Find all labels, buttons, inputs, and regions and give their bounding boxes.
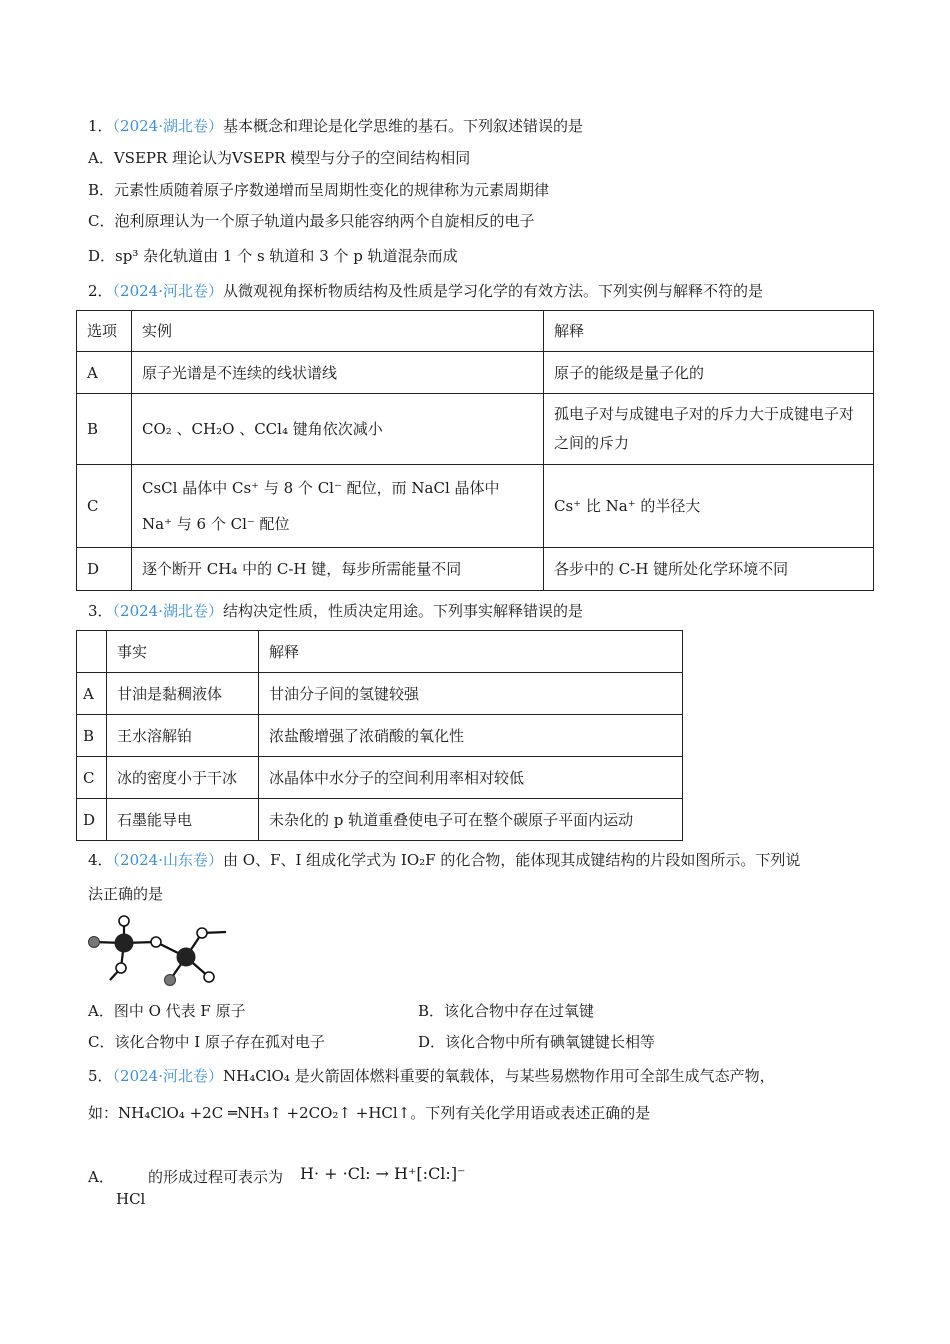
q5-stem-line xyxy=(88,1066,775,1086)
q3-cell: 未杂化的 p 轨道重叠使电子可在整个碳原子平面内运动 xyxy=(259,799,683,841)
atom xyxy=(116,963,126,973)
q2-cell: 原子光谱是不连续的线状谱线 xyxy=(132,352,544,394)
q5-equation: NH₄ClO₄ +2C ═NH₃↑ +2CO₂↑ +HCl↑ xyxy=(118,1104,411,1122)
q2-header-cell: 选项 xyxy=(77,311,132,352)
q1-source: （2024·湖北卷） xyxy=(112,117,223,135)
q1-stem-line xyxy=(88,116,583,136)
q3-cell: D xyxy=(77,799,107,841)
q5-stem-prefix: 如： xyxy=(88,1104,119,1122)
q5-option-a-text: 的形成过程可表示为 xyxy=(148,1168,284,1186)
q2-cell: C xyxy=(77,465,132,548)
q3-cell: 石墨能导电 xyxy=(107,799,259,841)
q4-number: 4． xyxy=(88,851,113,869)
q2-cell: D xyxy=(77,548,132,591)
q4-stem-line xyxy=(88,850,800,870)
q2-cell: CO₂ 、CH₂O 、CCl₄ 键角依次减小 xyxy=(132,394,544,465)
table-row xyxy=(77,757,683,799)
q2-header-row xyxy=(77,311,874,352)
q3-cell: 甘油分子间的氢键较强 xyxy=(259,673,683,715)
q2-cell: 孤电子对与成键电子对的斥力大于成键电子对之间的斥力 xyxy=(544,394,874,465)
table-row xyxy=(77,715,683,757)
q5-source: （2024·河北卷） xyxy=(112,1067,223,1085)
atom xyxy=(89,937,100,948)
q3-cell: 王水溶解铂 xyxy=(107,715,259,757)
q1-option-d: D．sp³ 杂化轨道由 1 个 s 轨道和 3 个 p 轨道混杂而成 xyxy=(88,247,458,265)
q3-header-cell: 解释 xyxy=(259,631,683,673)
q2-cell: Cs⁺ 比 Na⁺ 的半径大 xyxy=(544,465,874,548)
q2-table xyxy=(76,310,874,591)
q3-stem-line xyxy=(88,601,583,621)
molecule-fragment-figure xyxy=(84,915,234,990)
table-row xyxy=(77,394,874,465)
q4-stem: 由 O、F、I 组成化学式为 IO₂F 的化合物，能体现其成键结构的片段如图所示。下列说 xyxy=(223,851,801,869)
atom xyxy=(177,948,196,967)
q2-number: 2． xyxy=(88,282,113,300)
atom xyxy=(151,937,161,947)
q3-cell: 冰的密度小于干冰 xyxy=(107,757,259,799)
q3-stem: 结构决定性质，性质决定用途。下列事实解释错误的是 xyxy=(223,602,584,620)
q5-stem-suffix: 。下列有关化学用语或表述正确的是 xyxy=(410,1104,651,1122)
q3-table xyxy=(76,630,683,841)
q4-option-a: A．图中 O 代表 F 原子 xyxy=(88,1002,246,1020)
q2-cell: B xyxy=(77,394,132,465)
q2-cell: CsCl 晶体中 Cs⁺ 与 8 个 Cl⁻ 配位，而 NaCl 晶体中 Na⁺ 与 6 个 Cl⁻ 配位 xyxy=(132,465,544,548)
q4-stem-continued: 法正确的是 xyxy=(88,885,164,903)
q2-header-cell: 实例 xyxy=(132,311,544,352)
q1-stem: 基本概念和理论是化学思维的基石。下列叙述错误的是 xyxy=(223,117,584,135)
q2-header-cell: 解释 xyxy=(544,311,874,352)
q3-number: 3． xyxy=(88,602,113,620)
q4-option-c: C．该化合物中 I 原子存在孤对电子 xyxy=(88,1033,325,1051)
q3-source: （2024·湖北卷） xyxy=(112,602,223,620)
atom xyxy=(119,916,129,926)
q2-cell: A xyxy=(77,352,132,394)
q3-header-row xyxy=(77,631,683,673)
q5-option-a-label: A． xyxy=(88,1168,114,1186)
q2-source: （2024·河北卷） xyxy=(112,282,223,300)
q5-number: 5． xyxy=(88,1067,113,1085)
q1-option-a: A．VSEPR 理论认为VSEPR 模型与分子的空间结构相同 xyxy=(88,149,471,167)
q3-cell: 甘油是黏稠液体 xyxy=(107,673,259,715)
q2-cell: 逐个断开 CH₄ 中的 C-H 键，每步所需能量不同 xyxy=(132,548,544,591)
q3-cell: 浓盐酸增强了浓硝酸的氧化性 xyxy=(259,715,683,757)
q3-header-cell xyxy=(77,631,107,673)
atom xyxy=(165,975,176,986)
q1-option-b: B．元素性质随着原子序数递增而呈周期性变化的规律称为元素周期律 xyxy=(88,181,550,199)
q5-option-a-formula: H· + ·Cl: → H⁺[:Cl:]⁻ xyxy=(300,1164,466,1183)
q2-cell: 各步中的 C-H 键所处化学环境不同 xyxy=(544,548,874,591)
q5-stem-continued xyxy=(88,1103,650,1123)
q5-stem: NH₄ClO₄ 是火箭固体燃料重要的氧载体，与某些易燃物作用可全部生成气态产物， xyxy=(223,1067,775,1085)
q5-option-a-subject: HCl xyxy=(116,1190,146,1208)
table-row xyxy=(77,548,874,591)
q4-source: （2024·山东卷） xyxy=(112,851,223,869)
q3-header-cell: 事实 xyxy=(107,631,259,673)
q2-cell: 原子的能级是量子化的 xyxy=(544,352,874,394)
atom xyxy=(204,972,214,982)
atom xyxy=(197,928,207,938)
q2-stem: 从微观视角探析物质结构及性质是学习化学的有效方法。下列实例与解释不符的是 xyxy=(223,282,764,300)
table-row xyxy=(77,799,683,841)
q3-cell: C xyxy=(77,757,107,799)
q1-option-c: C．泡利原理认为一个原子轨道内最多只能容纳两个自旋相反的电子 xyxy=(88,212,535,230)
q2-stem-line xyxy=(88,281,763,301)
table-row xyxy=(77,673,683,715)
q4-option-d: D．该化合物中所有碘氧键键长相等 xyxy=(418,1033,656,1051)
atom xyxy=(115,934,134,953)
q3-cell: B xyxy=(77,715,107,757)
table-row xyxy=(77,352,874,394)
q3-cell: A xyxy=(77,673,107,715)
q3-cell: 冰晶体中水分子的空间利用率相对较低 xyxy=(259,757,683,799)
q4-option-b: B．该化合物中存在过氧键 xyxy=(418,1002,595,1020)
table-row xyxy=(77,465,874,548)
q1-number: 1． xyxy=(88,117,113,135)
